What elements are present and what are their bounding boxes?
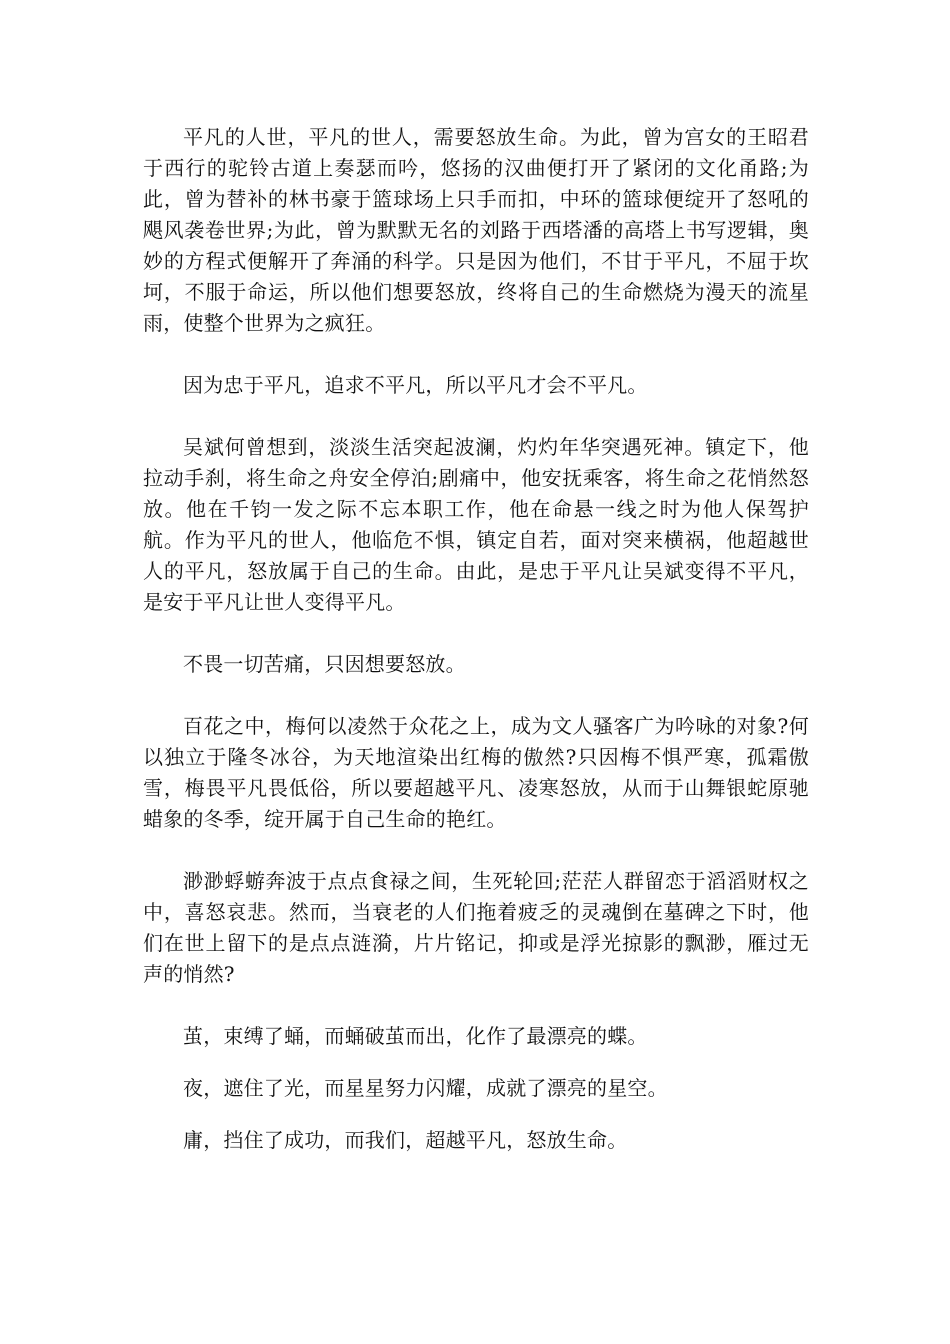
paragraph-9: 庸，挡住了成功，而我们，超越平凡，怒放生命。 <box>183 1128 628 1152</box>
paragraph-3: 吴斌何曾想到，淡淡生活突起波澜，灼灼年华突遇死神。镇定下，他拉动手刹，将生命之舟安全停泊;剧痛中，他安抚乘客，将生命之花悄然怒放。他在千钧一发之际不忘本职工作，他在命悬一线之时为他人保驾护航。作为平凡的世人，他临危不惧，镇定自若，面对突来横祸，他超越世人的平凡，怒放属于自己的生命。由此，是忠于平凡让吴斌变得不平凡，是安于平凡让世人变得平凡。 <box>143 435 809 614</box>
paragraph-6: 渺渺蜉蝣奔波于点点食禄之间，生死轮回;茫茫人群留恋于滔滔财权之中，喜怒哀悲。然而，当衰老的人们拖着疲乏的灵魂倒在墓碑之下时，他们在世上留下的是点点涟漪，片片铭记，抑或是浮光掠影的飘渺，雁过无声的悄然? <box>143 869 809 986</box>
paragraph-1: 平凡的人世，平凡的世人，需要怒放生命。为此，曾为宫女的王昭君于西行的驼铃古道上奏瑟而吟，悠扬的汉曲便打开了紧闭的文化甬路;为此，曾为替补的林书豪于篮球场上只手而扣，中环的篮球便绽开了怒吼的飓风袭卷世界;为此，曾为默默无名的刘路于西塔潘的高塔上书写逻辑，奥妙的方程式便解开了奔涌的科学。只是因为他们，不甘于平凡，不屈于坎坷，不服于命运，所以他们想要怒放，终将自己的生命燃烧为漫天的流星雨，使整个世界为之疯狂。 <box>143 125 809 335</box>
paragraph-8: 夜，遮住了光，而星星努力闪耀，成就了漂亮的星空。 <box>183 1076 668 1100</box>
paragraph-7: 茧，束缚了蛹，而蛹破茧而出，化作了最漂亮的蝶。 <box>183 1024 648 1048</box>
document-body <box>143 122 809 1177</box>
paragraph-4: 不畏一切苦痛，只因想要怒放。 <box>183 652 466 676</box>
paragraph-5: 百花之中，梅何以凌然于众花之上，成为文人骚客广为吟咏的对象?何以独立于隆冬冰谷，为天地渲染出红梅的傲然?只因梅不惧严寒，孤霜傲雪，梅畏平凡畏低俗，所以要超越平凡、凌寒怒放，从而于山舞银蛇原驰蜡象的冬季，绽开属于自己生命的艳红。 <box>143 714 809 831</box>
paragraph-2: 因为忠于平凡，追求不平凡，所以平凡才会不平凡。 <box>183 373 648 397</box>
